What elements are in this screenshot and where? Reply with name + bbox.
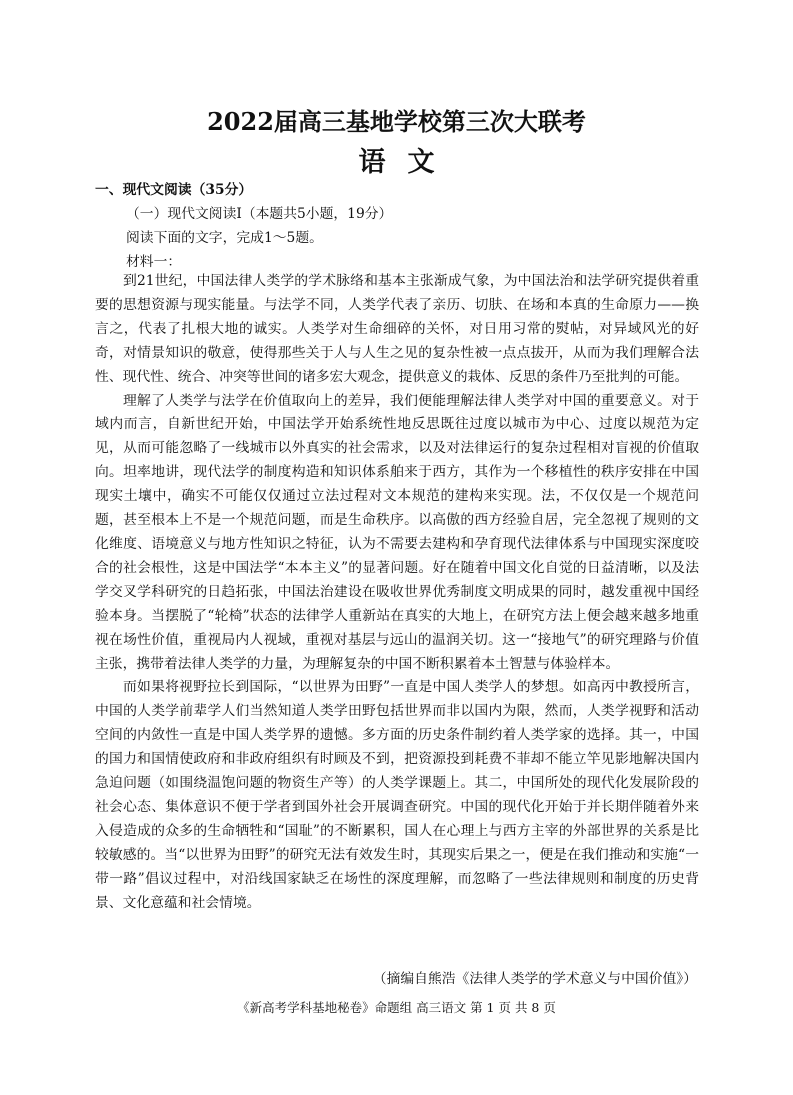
- passage-paragraph: 而如果将视野拉长到国际，“以世界为田野”一直是中国人类学人的梦想。如高丙中教授所言，中国的人类学前辈学人们当然知道人类学田野包括世界而非以国内为限，然而，人类学视野和活动空间的内敛性一直是中国人类学界的遗憾。多方面的历史条件制约着人类学家的选择。其一，中国的国力和国情使政府和非政府组织有时顾及不到，把资源投到耗费不菲却不能立竿见影地解决国内急迫问题（如围绕温饱问题的物资生产等）的人类学课题上。其二，中国所处的现代化发展阶段的社会心态、集体意识不便于学者到国外社会开展调查研究。中国的现代化开始于并长期伴随着外来入侵造成的众多的生命牺牲和“国耻”的不断累积，国人在心理上与西方主宰的外部世界的关系是比较敏感的。当“以世界为田野”的研究无法有效发生时，其现实后果之一，便是在我们推动和实施“一带一路”倡议过程中，对沿线国家缺乏在场性的深度理解，而忽略了一些法律规则和制度的历史背景、文化意蕴和社会情境。: [95, 679, 699, 911]
- subject-title: 语文: [358, 147, 457, 178]
- passage-paragraph: 到21世纪，中国法律人类学的学术脉络和基本主张渐成气象，为中国法治和法学研究提供着重要的思想资源与现实能量。与法学不同，人类学代表了亲历、切肤、在场和本真的生命原力——换言之，代表了扎根大地的诚实。人类学对生命细碎的关怀，对日用习常的熨帖，对异域风光的好奇，对情景知识的敬意，使得那些关于人与人生之见的复杂性被一点点拔开，从而为我们理解合法性、现代性、统合、冲突等世间的诸多宏大观念，提供意义的栽体、反思的条件乃至批判的可能。: [95, 273, 699, 385]
- material-label: 材料一：: [126, 254, 182, 270]
- source-citation: （摘编自熊浩《法律人类学的学术意义与中国价值》）: [372, 971, 697, 987]
- page-footer: 《新高考学科基地秘卷》命题组 高三语文 第 1 页 共 8 页: [237, 1000, 556, 1015]
- section-heading: 一、现代文阅读（35分）: [95, 182, 253, 198]
- passage-paragraph: 理解了人类学与法学在价值取向上的差异，我们便能理解法律人类学对中国的重要意义。对于域内而言，自新世纪开始，中国法学开始系统性地反思既往过度以城市为中心、过度以规范为定见，从而可能忽略了一线城市以外真实的社会需求，以及对法律运行的复杂过程相对盲视的价值取向。坦率地讲，现代法学的制度构造和知识体系舶来于西方，其作为一个移植性的秩序安排在中国现实土壤中，确实不可能仅仅通过立法过程对文本规范的建构来实现。法，不仅仅是一个规范问题，甚至根本上不是一个规范问题，而是生命秩序。以高傲的西方经验自居，完全忽视了规则的文化维度、语境意义与地方性知识之特征，认为不需要去建构和孕育现代法律体系与中国现实深度咬合的社会根性，这是中国法学“本本主义”的显著问题。好在随着中国文化自觉的日益清晰，以及法学交叉学科研究的日趋拓张，中国法治建设在吸收世界优秀制度文明成果的同时，越发重视中国经验本身。当摆脱了“轮椅”状态的法律学人重新站在真实的大地上，在研究方法上便会越来越多地重视在场性价值，重视局内人视域，重视对基层与远山的温润关切。这一“接地气”的研究理路与价值主张，携带着法律人类学的力量，为理解复杂的中国不断积累着本土智慧与体验样本。: [95, 392, 699, 672]
- subsection-heading: （一）现代文阅读Ⅰ（本题共5小题，19分）: [126, 206, 393, 222]
- exam-title: 2022届高三基地学校第三次大联考: [207, 107, 586, 136]
- reading-instruction: 阅读下面的文字，完成1～5题。: [126, 230, 323, 246]
- passage-body: [95, 270, 699, 915]
